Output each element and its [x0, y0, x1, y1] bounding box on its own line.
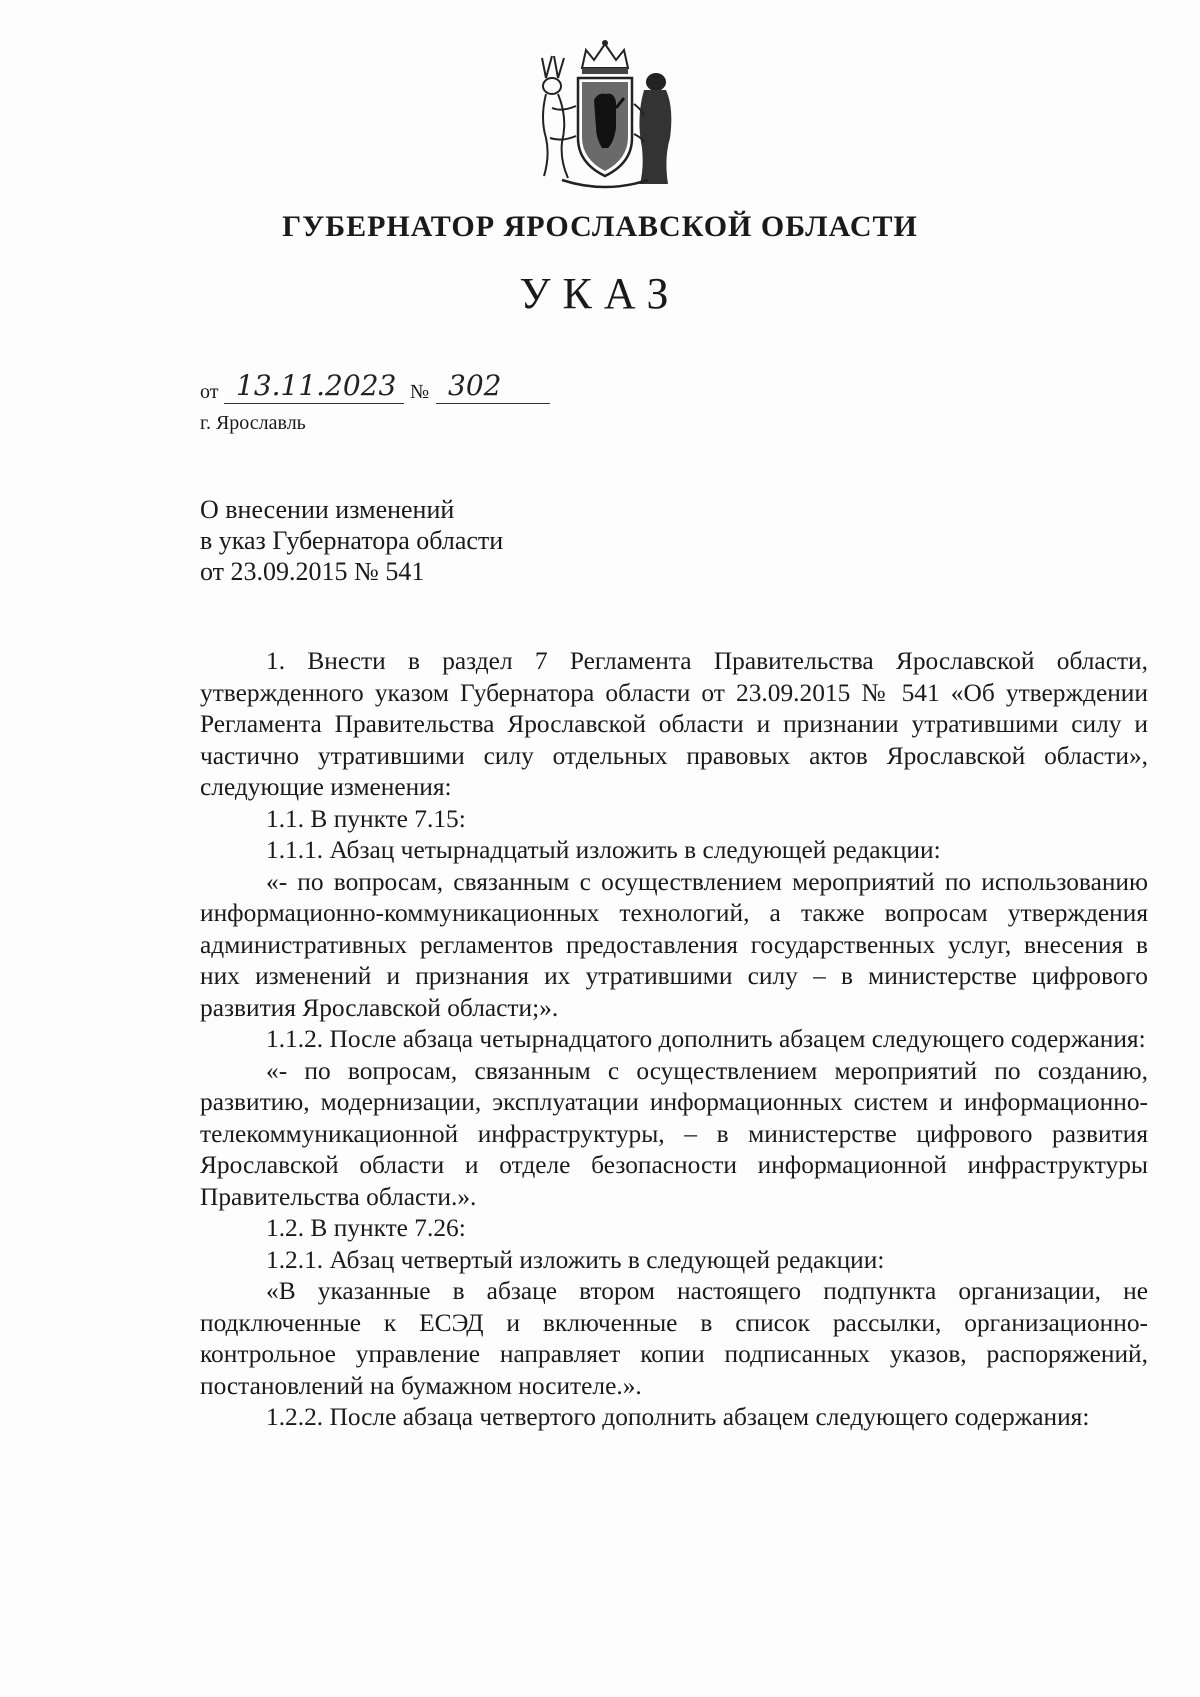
- number-underline: [436, 403, 550, 404]
- coat-of-arms-emblem: [532, 38, 678, 192]
- number-label: №: [410, 381, 430, 403]
- body-paragraph: 1.2.2. После абзаца четвертого дополнить абзацем следующего содержания:: [266, 1403, 1090, 1431]
- subject-line: в указ Губернатора области: [200, 526, 504, 555]
- handwritten-date: 13.11.2023: [236, 369, 397, 402]
- subject-line: О внесении изменений: [200, 495, 455, 524]
- handwritten-number: 302: [448, 369, 502, 402]
- body-paragraph: 1.2. В пункте 7.26:: [266, 1214, 466, 1242]
- body-paragraph: 1.1.2. После абзаца четырнадцатого дополнить абзацем следующего содержания:: [266, 1025, 1146, 1053]
- dateline: [200, 370, 560, 410]
- body-paragraph: 1.1.1. Абзац четырнадцатый изложить в следующей редакции:: [266, 836, 941, 864]
- document-type: УКАЗ: [519, 269, 681, 318]
- body-paragraph: «В указанные в абзаце втором настоящего подпункта организации, не подключенные к ЕСЭД и включенные в список рассылки, организационно-контрольное управление направляет копии подписанных указов, распоряжений, постановлений на бумажном носителе.».: [200, 1277, 1148, 1400]
- body-paragraph: «- по вопросам, связанным с осуществлением мероприятий по использованию информационно-коммуникационных технологий, а также вопросам утверждения административных регламентов предоставления государственных услуг, внесения в них изменений и признания их утратившими силу – в министерстве цифрового развития Ярославской области;».: [200, 867, 1148, 1022]
- subject-line: от 23.09.2015 № 541: [200, 557, 425, 586]
- document-body: [200, 646, 1148, 1434]
- body-paragraph: 1.1. В пункте 7.15:: [266, 804, 466, 833]
- city: г. Ярославль: [200, 412, 306, 434]
- issuing-authority: ГУБЕРНАТОР ЯРОСЛАВСКОЙ ОБЛАСТИ: [282, 210, 918, 243]
- body-paragraph: «- по вопросам, связанным с осуществлением мероприятий по созданию, развитию, модернизации, эксплуатации информационных систем и информационно-телекоммуникационной инфраструктуры, – в министерстве цифрового развития Ярославской области и отделе безопасности информационной инфраструктуры Правительства области.».: [200, 1056, 1148, 1211]
- date-underline: [224, 403, 404, 404]
- document-subject: [200, 494, 503, 587]
- date-label: от: [200, 381, 219, 403]
- body-paragraph: 1.2.1. Абзац четвертый изложить в следующей редакции:: [266, 1245, 885, 1274]
- body-paragraph: 1. Внести в раздел 7 Регламента Правительства Ярославской области, утвержденного указом Губернатора области от 23.09.2015 № 541 «Об утверждении Регламента Правительства Ярославской области и признании утратившими силу и частично утратившими силу отдельных правовых актов Ярославской области», следующие изменения:: [200, 647, 1148, 801]
